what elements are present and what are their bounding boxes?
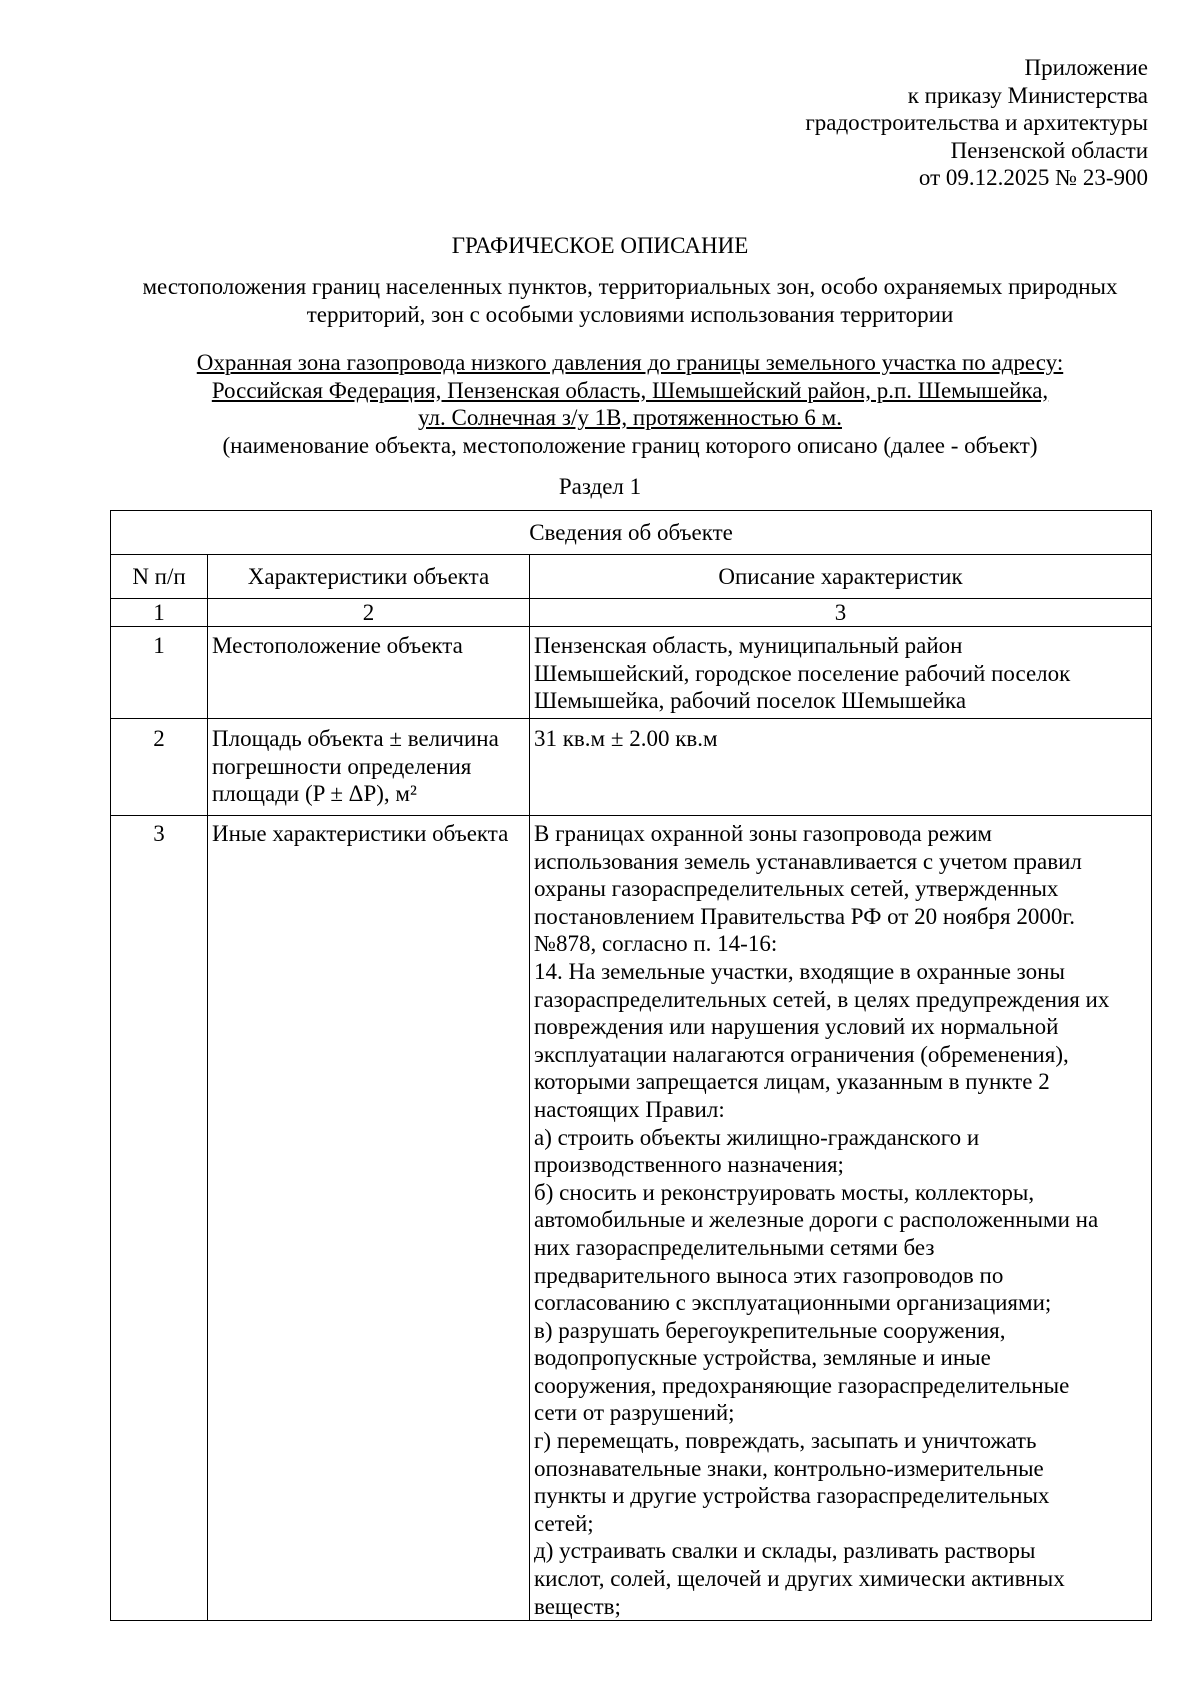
row-description bbox=[530, 719, 1152, 816]
description-line: веществ; bbox=[534, 1593, 621, 1619]
object-name-line: ул. Солнечная з/у 1В, протяженностью 6 м. bbox=[418, 405, 842, 430]
table-row bbox=[111, 627, 1152, 719]
appendix-line: градостроительства и архитектуры bbox=[805, 110, 1148, 135]
description-line: Шемышейка, рабочий поселок Шемышейка bbox=[534, 688, 967, 714]
description-line: предварительного выноса этих газопроводов по bbox=[534, 1262, 1004, 1288]
object-name bbox=[110, 349, 1150, 432]
row-description bbox=[530, 816, 1152, 1621]
description-line: настоящих Правил: bbox=[534, 1096, 725, 1122]
description-line: автомобильные и железные дороги с расположенными на bbox=[534, 1207, 1099, 1233]
description-line: Пензенская область, муниципальный район bbox=[534, 633, 963, 658]
object-info-table bbox=[110, 510, 1152, 1621]
header-description: Описание характеристик bbox=[530, 555, 1152, 599]
description-line: В границах охранной зоны газопровода режим bbox=[534, 821, 992, 846]
description-line: охраны газораспределительных сетей, утвержденных bbox=[534, 876, 1059, 902]
table-header-row bbox=[111, 555, 1152, 599]
appendix-line: к приказу Министерства bbox=[907, 82, 1148, 108]
description-line: согласованию с эксплуатационными организациями; bbox=[534, 1290, 1052, 1316]
description-line: сетей; bbox=[534, 1510, 594, 1536]
description-line: использования земель устанавливается с учетом правил bbox=[534, 848, 1082, 874]
description-line: опознавательные знаки, контрольно-измерительные bbox=[534, 1455, 1044, 1481]
description-line: д) устраивать свалки и склады, разливать растворы bbox=[534, 1538, 1036, 1564]
description-line: в) разрушать берегоукрепительные сооружения, bbox=[534, 1317, 1006, 1343]
description-line: которыми запрещается лицам, указанным в пункте 2 bbox=[534, 1069, 1050, 1095]
description-line: 31 кв.м ± 2.00 кв.м bbox=[534, 726, 718, 751]
object-name-line: Российская Федерация, Пензенская область, Шемышейский район, р.п. Шемышейка, bbox=[211, 377, 1049, 403]
description-line: водопропускные устройства, земляные и иные bbox=[534, 1345, 991, 1371]
row-characteristic: Иные характеристики объекта bbox=[208, 816, 530, 1621]
section-label: Раздел 1 bbox=[558, 474, 642, 499]
description-line: б) сносить и реконструировать мосты, коллекторы, bbox=[534, 1179, 1035, 1205]
document-title: ГРАФИЧЕСКОЕ ОПИСАНИЕ bbox=[451, 233, 749, 258]
description-line: 14. На земельные участки, входящие в охранные зоны bbox=[534, 958, 1065, 984]
appendix-line: от 09.12.2025 № 23-900 bbox=[918, 165, 1148, 190]
appendix-line: Приложение bbox=[1024, 55, 1148, 80]
description-line: повреждения или нарушения условий их нормальной bbox=[534, 1014, 1059, 1040]
table-row bbox=[111, 719, 1152, 816]
column-number: 1 bbox=[111, 599, 208, 627]
object-name-caption: (наименование объекта, местоположение границ которого описано (далее - объект) bbox=[222, 433, 1038, 458]
description-line: №878, согласно п. 14-16: bbox=[534, 931, 778, 957]
description-line: г) перемещать, повреждать, засыпать и уничтожать bbox=[534, 1428, 1037, 1454]
description-line: а) строить объекты жилищно-гражданского и bbox=[534, 1124, 980, 1150]
row-number: 2 bbox=[111, 719, 208, 816]
header-characteristic: Характеристики объекта bbox=[208, 555, 530, 599]
object-name-line: Охранная зона газопровода низкого давления до границы земельного участка по адресу: bbox=[196, 350, 1064, 375]
row-characteristic: Местоположение объекта bbox=[208, 627, 530, 719]
table-row bbox=[111, 816, 1152, 1621]
row-characteristic: Площадь объекта ± величина погрешности определения площади (P ± ΔP), м² bbox=[208, 719, 530, 816]
description-line: сети от разрушений; bbox=[534, 1400, 735, 1426]
table-caption: Сведения об объекте bbox=[111, 511, 1152, 555]
row-description bbox=[530, 627, 1152, 719]
column-number-row bbox=[111, 599, 1152, 627]
document-subtitle: местоположения границ населенных пунктов, территориальных зон, особо охраняемых природных территорий, зон с особыми условиями использования территории bbox=[142, 274, 1118, 327]
description-line: газораспределительных сетей, в целях предупреждения их bbox=[534, 986, 1110, 1012]
column-number: 2 bbox=[208, 599, 530, 627]
row-number: 3 bbox=[111, 816, 208, 1621]
description-line: кислот, солей, щелочей и других химически активных bbox=[534, 1566, 1065, 1592]
description-line: пункты и другие устройства газораспределительных bbox=[534, 1483, 1050, 1509]
description-line: Шемышейский, городское поселение рабочий поселок bbox=[534, 660, 1071, 686]
description-line: эксплуатации налагаются ограничения (обременения), bbox=[534, 1041, 1069, 1067]
row-number: 1 bbox=[111, 627, 208, 719]
table-caption-row bbox=[111, 511, 1152, 555]
appendix-line: Пензенской области bbox=[950, 137, 1148, 163]
appendix-block bbox=[805, 54, 1148, 192]
description-line: них газораспределительными сетями без bbox=[534, 1234, 935, 1260]
column-number: 3 bbox=[530, 599, 1152, 627]
description-line: производственного назначения; bbox=[534, 1152, 844, 1178]
description-line: постановлением Правительства РФ от 20 ноября 2000г. bbox=[534, 903, 1075, 929]
description-line: сооружения, предохраняющие газораспределительные bbox=[534, 1372, 1070, 1398]
header-number: N п/п bbox=[111, 555, 208, 599]
